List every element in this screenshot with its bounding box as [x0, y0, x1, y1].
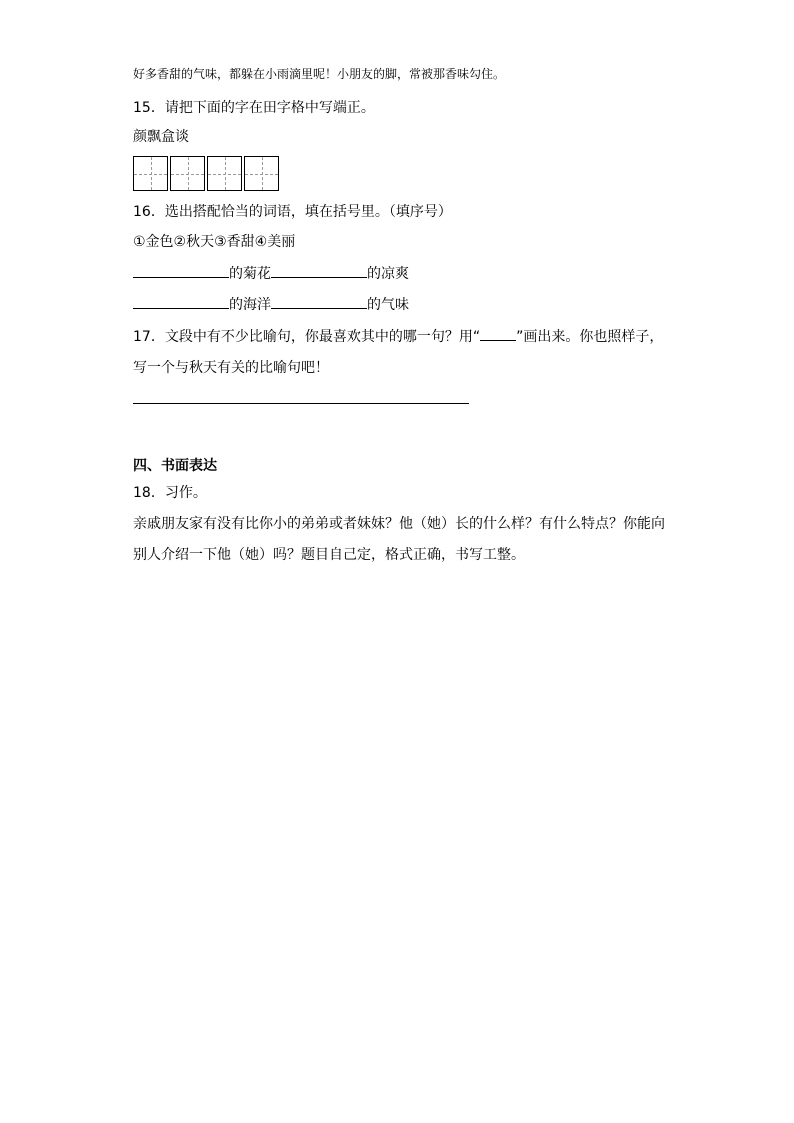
q16-prompt: 16．选出搭配恰当的词语，填在括号里。（填序号）: [133, 204, 452, 220]
passage-tail-text: 好多香甜的气味，都躲在小雨滴里呢！小朋友的脚，常被那香味勾住。: [133, 67, 506, 81]
q16-row1-a: 的菊花: [229, 266, 271, 282]
q18-body-line1: 亲戚朋友家有没有比你小的弟弟或者妹妹？他（她）长的什么样？有什么特点？你能向: [133, 516, 665, 532]
q15-prompt: 15．请把下面的字在田字格中写端正。: [133, 100, 375, 116]
answer-blank[interactable]: [133, 263, 229, 278]
tianzige-cell[interactable]: [133, 156, 168, 191]
q17-prompt-end: ”画出来。你也照样子，: [516, 329, 664, 345]
answer-blank[interactable]: [271, 263, 367, 278]
q15-characters: 颜飘盒谈: [133, 129, 189, 145]
q16-row2-b: 的气味: [367, 297, 409, 313]
tianzige-cell[interactable]: [244, 156, 279, 191]
answer-blank[interactable]: [271, 294, 367, 309]
q16-options: ①金色②秋天③香甜④美丽: [133, 234, 296, 250]
tianzige-cell[interactable]: [170, 156, 205, 191]
q16-row1-b: 的凉爽: [367, 266, 409, 282]
section-4-heading: 四、书面表达: [133, 458, 217, 474]
q16-row2-a: 的海洋: [229, 297, 271, 313]
q18-body-line2: 别人介绍一下他（她）吗？题目自己定，格式正确，书写工整。: [133, 547, 525, 563]
q17-prompt-line1: [133, 327, 663, 347]
answer-blank[interactable]: [133, 294, 229, 309]
tianzige-grid: [133, 156, 279, 191]
q16-row-1: [133, 263, 409, 284]
q17-prompt-start: 17．文段中有不少比喻句，你最喜欢其中的哪一句？用“: [133, 329, 481, 345]
q16-row-2: [133, 294, 409, 315]
q17-answer-line[interactable]: [133, 403, 469, 404]
underline-sample: [480, 328, 516, 341]
q18-prompt: 18．习作。: [133, 485, 207, 501]
tianzige-cell[interactable]: [207, 156, 242, 191]
q17-prompt-line2: 写一个与秋天有关的比喻句吧！: [133, 360, 329, 376]
